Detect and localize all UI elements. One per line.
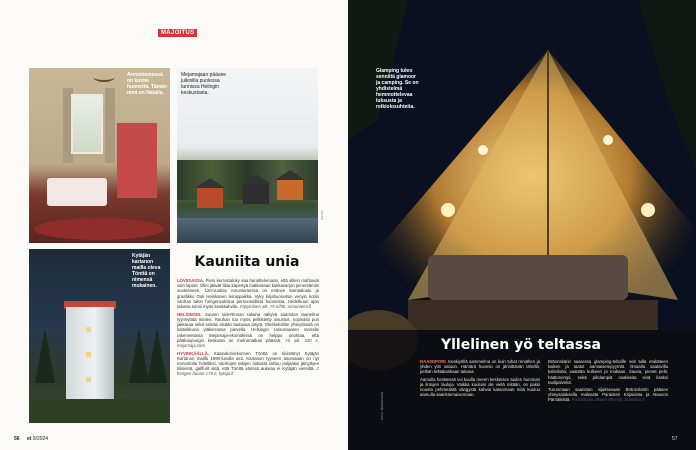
page-number-right: 57 — [672, 436, 678, 442]
photo-credit: KUVAT: — [320, 209, 324, 220]
issue-number: 9/2024 — [32, 436, 49, 442]
paragraph — [177, 278, 319, 309]
paragraph — [420, 359, 540, 375]
cabin-roof — [275, 170, 305, 180]
bed — [47, 178, 107, 206]
cabin-roof — [241, 174, 271, 184]
paragraph-lead: HELSINGIN. — [177, 311, 202, 317]
paragraph-text: Suuren laiä-Rinnan takana näkyvä saariston taunelma tyynnyttää mielen. Rauhan tuo myös pelkistetty sisustus, sopivasti puri jakkaraa sekä seinäs sisään tautuvaa pöytä. Oleskelutilan yhteydessä on kattoikkuna yläkerrassa parvella. Helsingin Uusossaaren rannalle rakennetussa Mejamaja-ekomökissä on helppo unohtaa, että pääkaupungin keskusta on metromatkan päässä. — [177, 311, 319, 343]
window — [71, 94, 103, 154]
lantern — [641, 203, 655, 217]
article-headline-right: Yllelinen yö teltassa — [441, 337, 601, 353]
curtain-right — [105, 88, 115, 163]
article-body — [177, 278, 319, 379]
lit-window — [86, 352, 91, 357]
paragraph-text: Aamulla herätessä voi kuulla meren keskeisen tuulen huminan ja lintujen lauluja. Vaikka kuuluisi ole vielä mitään, on pakki nousta pehmeästä sängystä kahvia katsomaan mitä kuuluu aamulla saaristomaisemaan. — [420, 376, 540, 398]
paragraph-contact: Yö alk. 330 e, mejamaja.com — [177, 337, 319, 348]
paragraph-text: Keskiyöllä sammelma on kuin tuhat reniähen ja yhden yön satuun. Hämärä huomio on jännittävän lähellä, pelkän telttakankaan takana. — [420, 359, 540, 375]
lit-window — [86, 327, 91, 332]
paragraph-contact: Paritelttayö alkaen 99 e/yö, branskar.fi — [571, 397, 645, 403]
paragraph-contact: Yöpyminen alk. 75 e/hlö, armoniemi.fi — [239, 304, 311, 310]
cabin-dark — [243, 184, 269, 204]
photo1-caption: Armoniemessä on kolme huonetta. Tämän nimi on Natalia. — [127, 72, 168, 96]
paragraph-text: Kaasukorvekunnen Tönttä on tiivistänyt Kytäjän Kartanon mailla 1990-luvulla asti. Kartanon tyyneen asumaaan on nyt remontoitu hotelliksi. Vanhojen talojen tiukasta laittuu puljaaksi jäinyttyen tiiliseinä, gallfurit siitä, että Tönttä värissä aukeaa ei Kytäjän viereiltä. — [177, 350, 319, 372]
string-light — [603, 135, 613, 145]
ground — [29, 399, 170, 423]
rug — [34, 218, 164, 240]
sea — [177, 218, 318, 243]
photo2-caption: Mejamajaan pääsee julkisilla puolessa tunnissa Helingin keskustasta. — [181, 72, 227, 96]
tree — [35, 328, 55, 383]
page-footer — [14, 436, 48, 442]
section-tag: MAJOITUS — [158, 29, 197, 37]
paragraph-lead: LOVIISASSA. — [177, 278, 205, 283]
tree — [129, 328, 149, 383]
paragraph — [548, 359, 668, 385]
article-headline: Kauniita unia — [194, 254, 300, 270]
glamping-caption: Glamping tuleo senniitä glamoor ja camping. Se on yhdistelmä hemmottelevaa luksusta ja retkiolosuhteita. — [376, 68, 419, 110]
photo-credit-right: KUVA: BRÄNNSKÄR — [380, 391, 384, 420]
red-cabinet — [117, 123, 157, 198]
photo3-caption: Kytäjän kartanon mailla oleva Tönttä on nimensä mukainen. — [132, 253, 161, 289]
cabin-red — [197, 188, 223, 208]
cabin-orange — [277, 180, 303, 200]
paragraph — [548, 387, 668, 403]
cabin-roof — [195, 178, 225, 188]
paragraph-text: Turunmaan saariston sijaitsevaan Brännskärin pääsee yhteysaluksella maksutta Paraisten Kirjaisista ja Nauvon Pärnäisistä. — [548, 387, 668, 403]
lit-window — [86, 377, 91, 382]
tree — [147, 328, 167, 383]
paragraph-lead: HYVINKÄÄLLÄ. — [177, 350, 209, 356]
chandelier — [93, 72, 115, 82]
lantern — [441, 203, 455, 217]
magazine-logo: et — [26, 436, 32, 442]
paragraph-lead: RAASEPORI. — [420, 359, 447, 364]
string-light — [478, 145, 488, 155]
tent-floor — [408, 300, 658, 330]
page-number: 56 — [14, 436, 20, 442]
paragraph — [420, 377, 540, 398]
paragraph-contact: 2 hengen huone 179 e, kytaja.fi — [177, 366, 319, 377]
bed — [428, 255, 628, 300]
paragraph — [177, 351, 319, 377]
paragraph-text: Brännskärin saaressa glamping-teltoille voit tulla etukäteen kaiken ja taatut aamiaisempyymät. Ilmaalla saatavilla kahviloita, vaatetta kulkeen ja mukaan. Sauna, pienet pelit, häätonempi, sekä pihdampiä osakkeita sinä lisäksi taolipalvelut. — [548, 359, 668, 385]
article-body-right — [420, 359, 668, 403]
paragraph — [177, 312, 319, 348]
paragraph-text: Pieni kerrostaloky saa haroittelemaan, että sillein mahtuvat vain lapset. Ollei jäävät tilaa käpertyä makkaraan kukkavarjon pimentämiin vuoteeseen. 120-vuotias Amoniemessa on entinen kamaaloulu ja graafikko Outi Heiskanen lemippaikka. Vyky kirjahuoneiton venyin kotiin vanhan talon hengenvuksina persoonallista huoneista. Hedelkuun ajan talossa toimii myös kesäkahvila. — [177, 278, 319, 310]
